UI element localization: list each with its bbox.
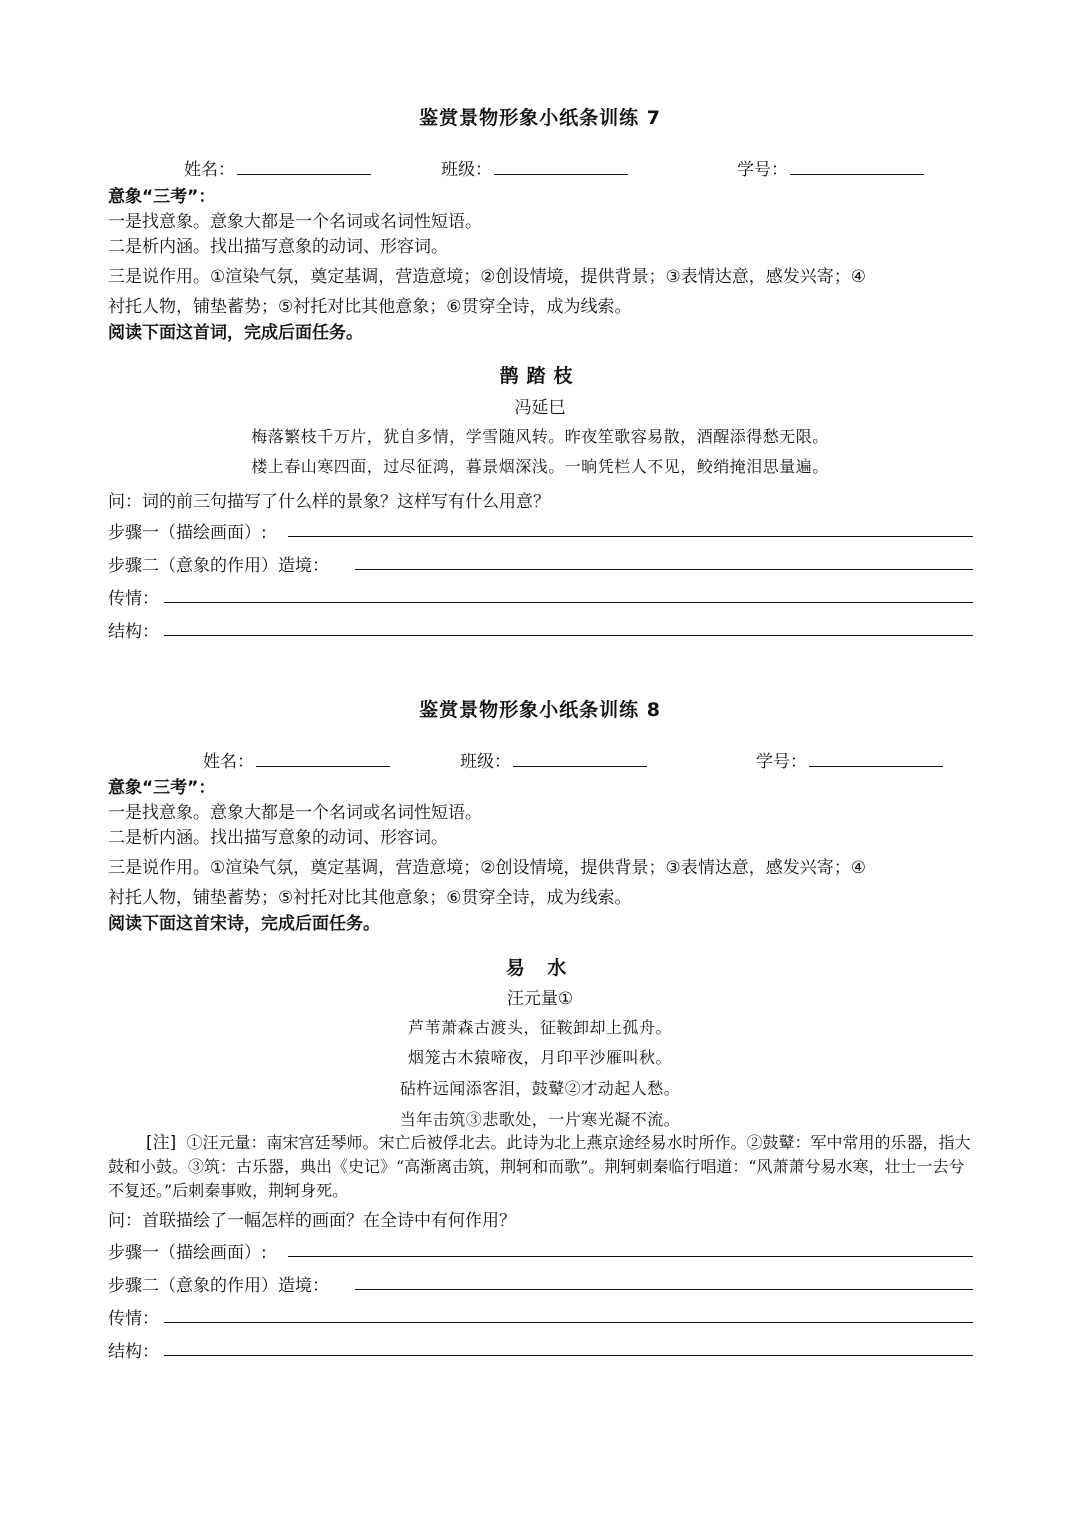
structure-answer-line[interactable] [164,635,973,636]
student-id-field[interactable]: 学号： [737,155,924,180]
method-heading: 意象“三考”： [108,187,216,207]
worksheet-title: 鉴赏景物形象小纸条训练 7 [419,107,661,129]
step2-label: 步骤二（意象的作用）造境： [108,1276,329,1296]
method-heading: 意象“三考”： [108,778,216,798]
step2-answer-line[interactable] [355,569,973,570]
poem-verse: 梅落繁枝千万片，犹自多情，学雪随风转。昨夜笙歌容易散，酒醒添得愁无限。 [251,427,829,446]
question: 问：首联描绘了一幅怎样的画面？在全诗中有何作用？ [108,1211,516,1231]
poem-verse: 楼上春山寒四面，过尽征鸿，暮景烟深浅。一晌凭栏人不见，鲛绡掩泪思量遍。 [251,457,829,476]
method-step-3: 三是说作用。①渲染气氛，奠定基调，营造意境；②创设情境，提供背景；③表情达意，感发兴寄；④ [108,267,866,287]
poem-note: [注] ①汪元量：南宋宫廷琴师。宋亡后被俘北去。此诗为北上燕京途经易水时所作。②鼓鼙：军中常用的乐器，指大鼓和小鼓。③筑：古乐器，典出《史记》“高渐离击筑，荆轲和而歌”。荆轲刺秦临行唱道：“风萧萧兮易水寒，壮士一去兮不复还。”后刺秦事败，荆轲身死。 [108,1133,971,1200]
poem-author: 汪元量① [506,989,574,1009]
emotion-label: 传情： [108,589,159,609]
emotion-answer-line[interactable] [164,1322,973,1323]
method-step-3: 三是说作用。①渲染气氛，奠定基调，营造意境；②创设情境，提供背景；③表情达意，感发兴寄；④ [108,858,866,878]
poem-verse: 砧杵远闻添客泪，鼓鼙②才动起人愁。 [399,1079,681,1098]
student-id-field[interactable]: 学号： [756,747,943,772]
poem-author: 冯延巳 [514,398,566,418]
poem-title: 鹊踏枝 [499,365,581,387]
poem-verse: 烟笼古木猿啼夜，月印平沙雁叫秋。 [407,1048,672,1067]
emotion-label: 传情： [108,1309,159,1329]
step2-label: 步骤二（意象的作用）造境： [108,556,329,576]
question: 问：词的前三句描写了什么样的景象？这样写有什么用意？ [108,492,550,512]
emotion-answer-line[interactable] [164,602,973,603]
poem-verse: 芦苇萧森古渡头，征鞍卸却上孤舟。 [407,1018,672,1037]
method-step-2: 二是析内涵。找出描写意象的动词、形容词。 [108,237,448,257]
method-step-3-cont: 衬托人物，铺垫蓄势；⑤衬托对比其他意象；⑥贯穿全诗，成为线索。 [108,888,632,908]
name-field[interactable]: 姓名： [203,747,390,772]
worksheet-title: 鉴赏景物形象小纸条训练 8 [419,699,661,721]
instruction: 阅读下面这首宋诗，完成后面任务。 [108,914,380,934]
method-step-3-cont: 衬托人物，铺垫蓄势；⑤衬托对比其他意象；⑥贯穿全诗，成为线索。 [108,297,632,317]
step1-label: 步骤一（描绘画面）: [108,1243,267,1263]
class-field[interactable]: 班级： [460,747,647,772]
instruction: 阅读下面这首词，完成后面任务。 [108,323,363,343]
step1-label: 步骤一（描绘画面）: [108,523,267,543]
name-field[interactable]: 姓名： [184,155,371,180]
structure-label: 结构： [108,1342,159,1362]
structure-answer-line[interactable] [164,1355,973,1356]
method-step-1: 一是找意象。意象大都是一个名词或名词性短语。 [108,803,482,823]
step2-answer-line[interactable] [355,1289,973,1290]
structure-label: 结构： [108,622,159,642]
poem-verse: 当年击筑③悲歌处，一片寒光凝不流。 [399,1110,681,1129]
method-step-1: 一是找意象。意象大都是一个名词或名词性短语。 [108,212,482,232]
step1-answer-line[interactable] [288,1256,973,1257]
method-step-2: 二是析内涵。找出描写意象的动词、形容词。 [108,828,448,848]
class-field[interactable]: 班级： [441,155,628,180]
step1-answer-line[interactable] [288,536,973,537]
poem-title: 易 水 [505,957,575,979]
